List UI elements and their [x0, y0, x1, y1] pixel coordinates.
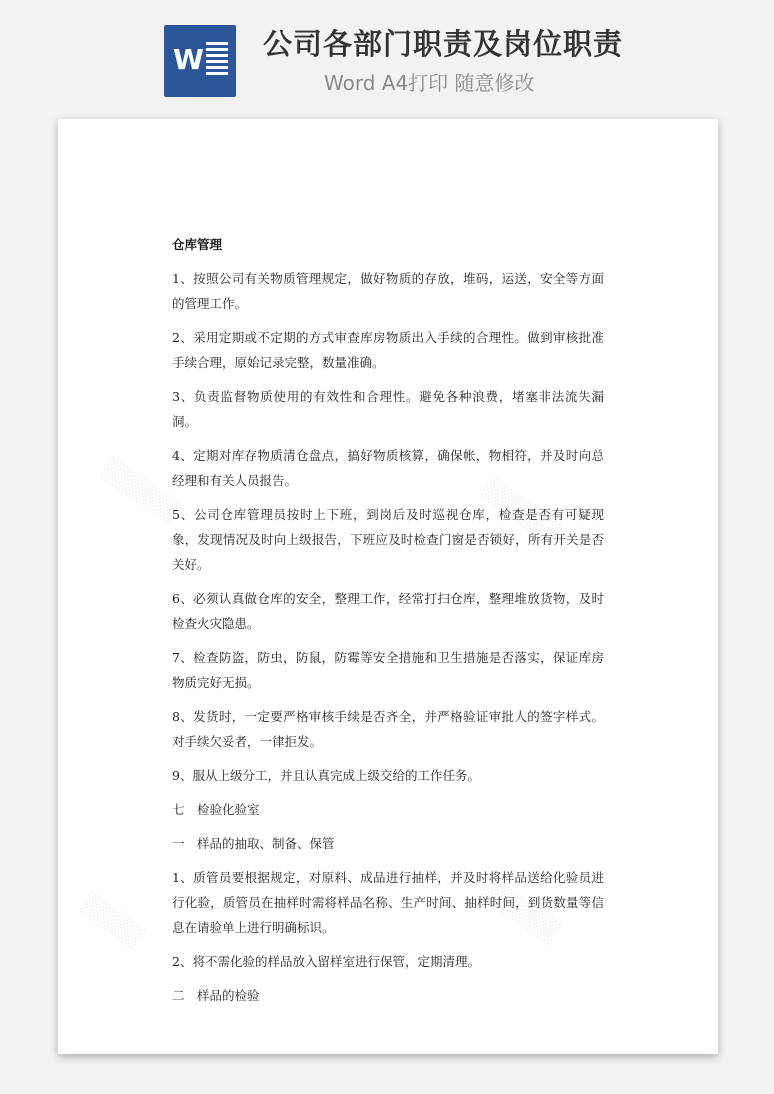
watermark: ▒▒▒▒▒: [478, 876, 563, 947]
paragraph: 1、质管员要根据规定，对原料、成品进行抽样，并及时将样品送给化验员进行化验，质管员在抽样时需将样品名称、生产时间、抽样时间，到货数量等信息在请验单上进行明确标识。: [172, 870, 604, 935]
word-icon: [164, 25, 236, 97]
paragraph: 7、检查防盗，防虫，防鼠，防霉等安全措施和卫生措施是否落实，保证库房物质完好无损。: [172, 650, 604, 690]
watermark: ▒▒▒▒▒: [478, 476, 563, 547]
subsection-title: 二 样品的检验: [172, 988, 260, 1003]
document-lines-icon: [206, 42, 228, 78]
page-subtitle: Word A4打印 随意修改: [324, 71, 535, 95]
document-page: [58, 119, 718, 1054]
paragraph: 2、采用定期或不定期的方式审查库房物质出入手续的合理性。做到审核批准手续合理，原始记录完整，数量准确。: [172, 330, 604, 370]
paragraph: 6、必须认真做仓库的安全，整理工作，经常打扫仓库，整理堆放货物，及时检查火灾隐患。: [172, 591, 604, 631]
paragraph: 4、定期对库存物质清仓盘点，搞好物质核算，确保帐，物相符，并及时向总经理和有关人员报告。: [172, 448, 604, 488]
paragraph: 3、负责监督物质使用的有效性和合理性。避免各种浪费，堵塞非法流失漏洞。: [172, 389, 604, 429]
watermark: ▒▒▒▒▒: [98, 456, 183, 527]
watermark: ▒▒▒▒: [76, 891, 147, 952]
paragraph: 9、服从上级分工，并且认真完成上级交给的工作任务。: [172, 768, 480, 783]
header-banner: [0, 0, 774, 110]
paragraph: 5、公司仓库管理员按时上下班，到岗后及时巡视仓库，检查是否有可疑现象，发现情况及时向上级报告，下班应及时检查门窗是否锁好，所有开关是否关好。: [172, 507, 604, 572]
word-logo-letter: W: [173, 43, 204, 76]
page-title: 公司各部门职责及岗位职责: [263, 27, 624, 61]
section-heading: 仓库管理: [172, 237, 223, 252]
subsection-title: 一 样品的抽取、制备、保管: [172, 836, 335, 851]
document-body: [172, 235, 604, 1017]
paragraph: 2、将不需化验的样品放入留样室进行保管，定期清理。: [172, 954, 480, 969]
section-title: 七 检验化验室: [172, 802, 260, 817]
paragraph: 8、发货时，一定要严格审核手续是否齐全，并严格验证审批人的签字样式。对手续欠妥者，一律拒发。: [172, 709, 604, 749]
paragraph: 1、按照公司有关物质管理规定，做好物质的存放，堆码，运送，安全等方面的管理工作。: [172, 271, 604, 311]
